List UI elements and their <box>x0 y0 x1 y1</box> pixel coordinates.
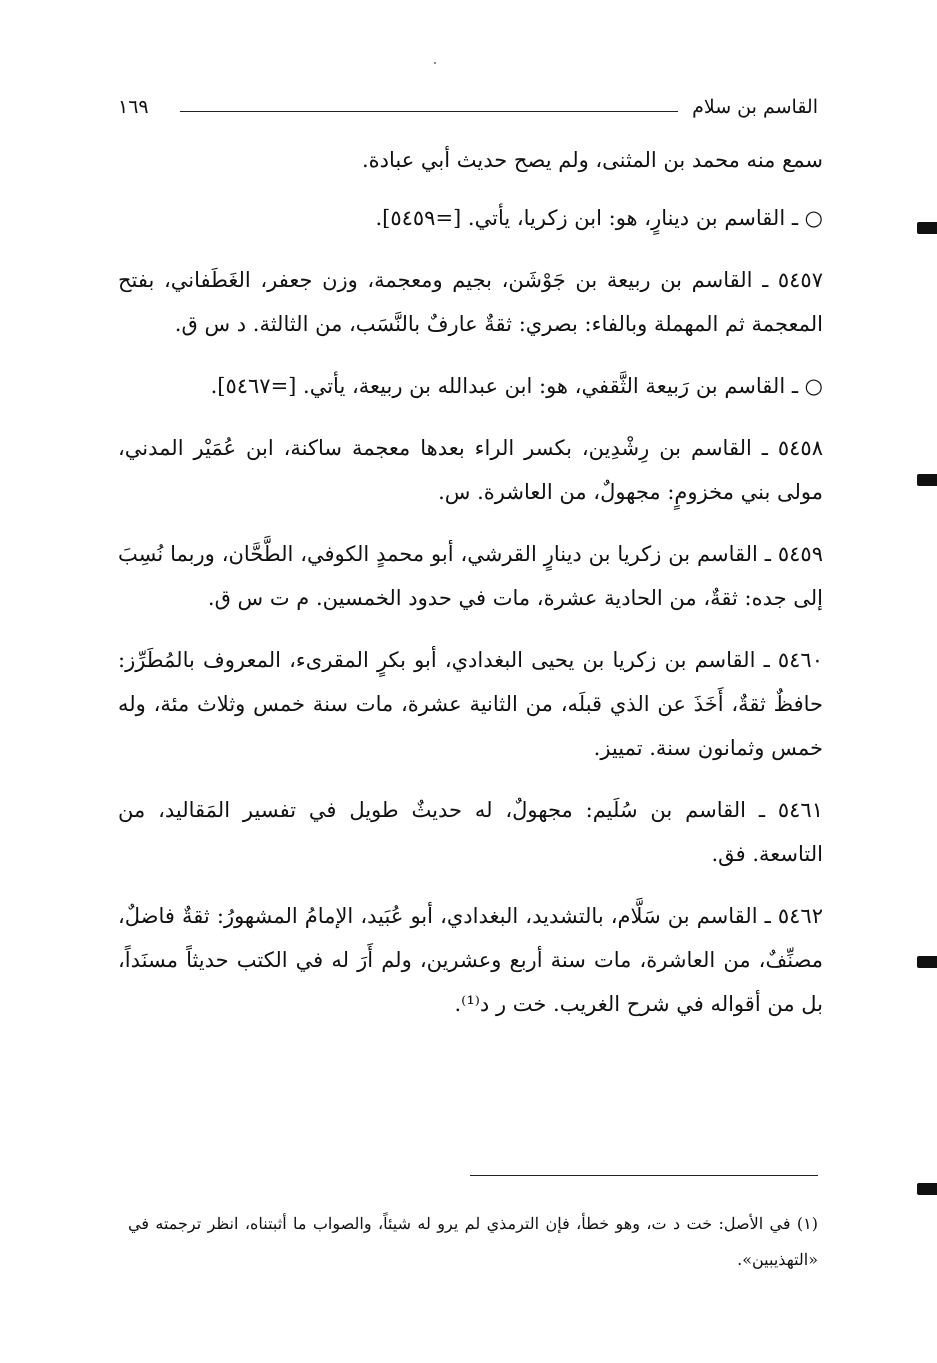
cross-reference-entry: ○ ـ القاسم بن دينارٍ، هو: ابن زكريا، يأتي. [=٥٤٥٩]. <box>375 206 823 230</box>
header-rule <box>180 111 678 112</box>
entry-5459: ٥٤٥٩ ـ القاسم بن زكريا بن دينارٍ القرشي، أبو محمدٍ الكوفي، الطَّحَّان، وربما نُسِبَ إلى جده: ثقةٌ، من الحادية عشرة، مات في حدود الخمسين. م ت س ق. <box>118 542 823 610</box>
main-text <box>118 138 823 1044</box>
page-number: ١٦٩ <box>118 96 149 118</box>
footnote: (١) في الأصل: خت د ت، وهو خطأ، فإن الترمذي لم يرو له شيئاً، والصواب ما أثبتناه، انظر ترجمته في «التهذيبين». <box>128 1214 818 1269</box>
running-header <box>118 92 818 122</box>
footnote-rule <box>470 1175 818 1176</box>
entry-5461: ٥٤٦١ ـ القاسم بن سُلَيم: مجهولٌ، له حديثٌ طويل في تفسير المَقاليد، من التاسعة. فق. <box>118 798 823 866</box>
entry-5458: ٥٤٥٨ ـ القاسم بن رِشْدِين، بكسر الراء بعدها معجمة ساكنة، ابن عُمَيْر المدني، مولى بني مخزومٍ: مجهولٌ، من العاشرة. س. <box>118 436 823 504</box>
margin-tab-marker <box>917 474 937 486</box>
entry-5462: ٥٤٦٢ ـ القاسم بن سَلَّام، بالتشديد، البغدادي، أبو عُبَيد، الإمامُ المشهورُ: ثقةٌ فاضلٌ، مصنِّفٌ، من العاشرة، مات سنة أربع وعشرين، ولم أَرَ له في الكتب حديثاً مسنَداً، بل من أقواله في شرح الغريب. خت ر د⁽¹⁾. <box>118 904 823 1016</box>
entry-5457: ٥٤٥٧ ـ القاسم بن ربيعة بن جَوْشَن، بجيم ومعجمة، وزن جعفر، الغَطَفاني، بفتح المعجمة ثم المهملة وبالفاء: بصري: ثقةٌ عارفٌ بالنَّسَب، من الثالثة. د س ق. <box>118 268 823 336</box>
margin-tab-marker <box>917 222 937 234</box>
entry-5460: ٥٤٦٠ ـ القاسم بن زكريا بن يحيى البغدادي، أبو بكرٍ المقرىء، المعروف بالمُطَرِّز: حافظٌ ثقةٌ، أَخَذَ عن الذي قبلَه، من الثانية عشرة، مات سنة خمس وثلاث مئة، وله خمس وثمانون سنة. تمييز. <box>118 648 823 760</box>
cross-reference-entry: ○ ـ القاسم بن رَبيعة الثَّقفي، هو: ابن عبدالله بن ربيعة، يأتي. [=٥٤٦٧]. <box>210 374 823 398</box>
continuation-paragraph: سمع منه محمد بن المثنى، ولم يصح حديث أبي عبادة. <box>361 148 823 172</box>
margin-tab-marker <box>917 1183 937 1195</box>
running-title: القاسم بن سلام <box>692 96 818 118</box>
margin-tab-marker <box>917 956 937 968</box>
circle-marker-icon: ○ <box>804 206 823 230</box>
scan-speck <box>434 62 436 64</box>
circle-marker-icon: ○ <box>804 374 823 398</box>
